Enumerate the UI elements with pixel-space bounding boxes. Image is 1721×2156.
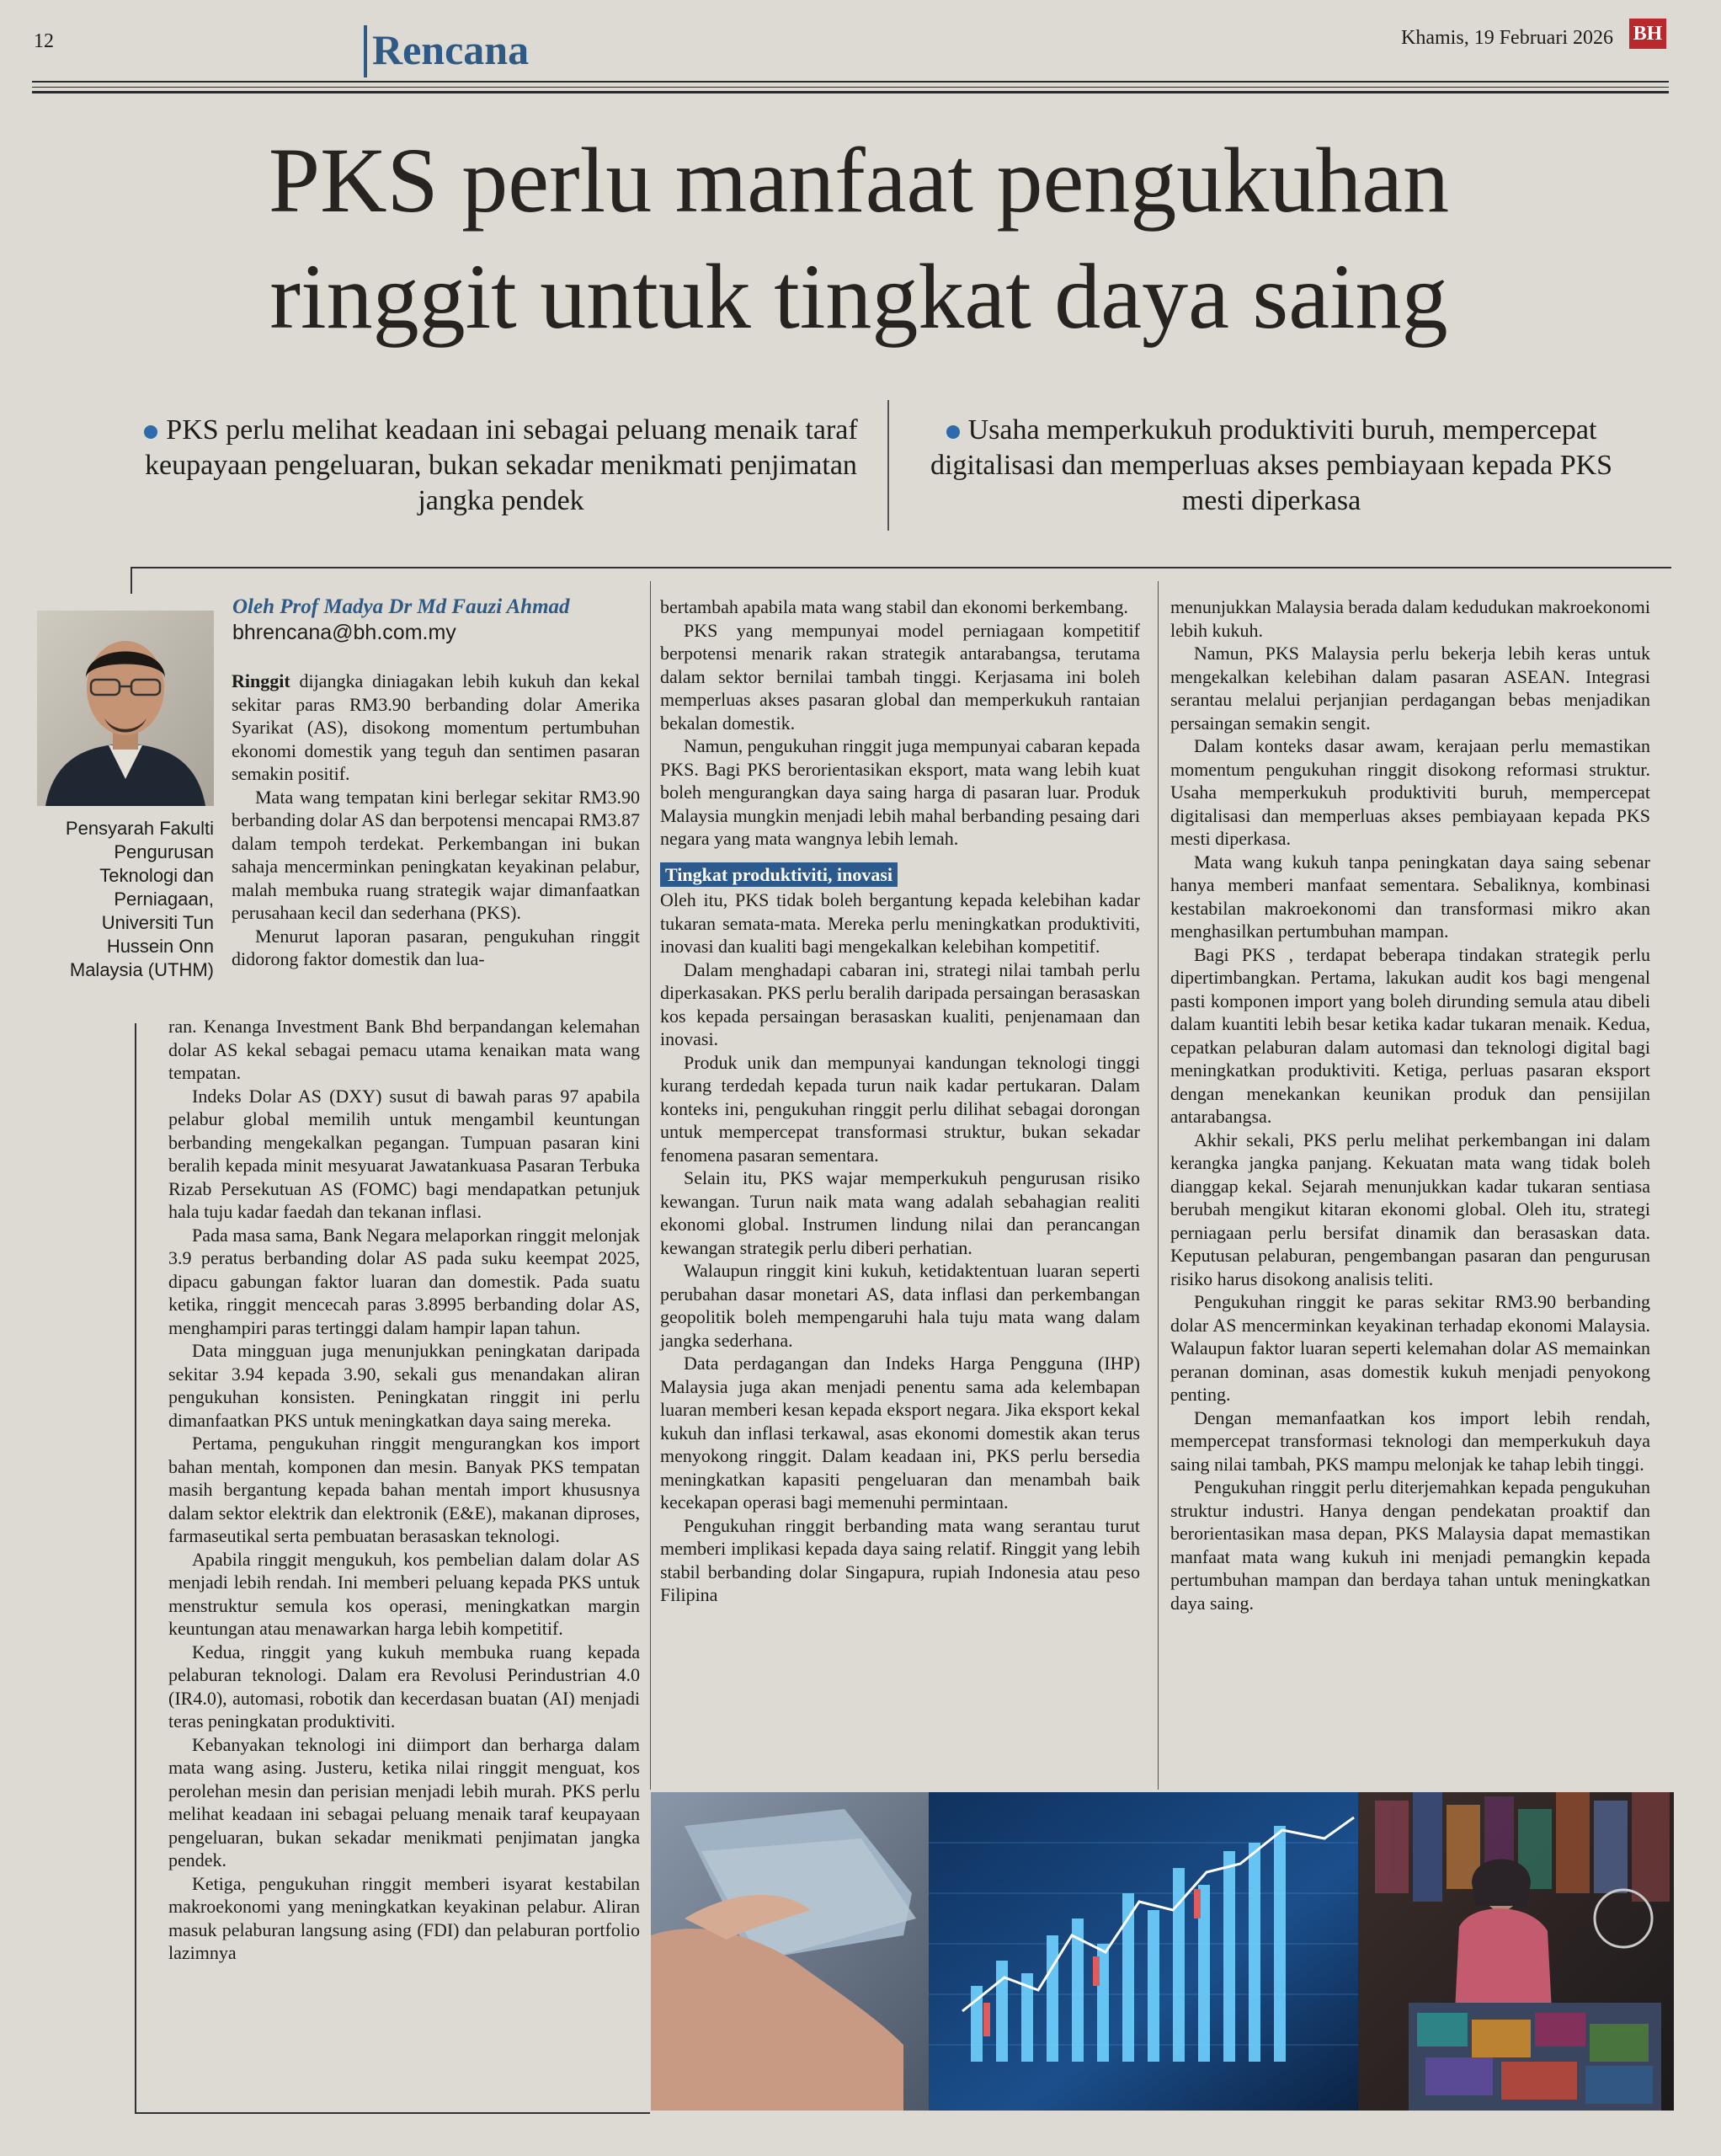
paragraph-fragment: Menurut laporan pasaran, pengukuhan ringgit didorong faktor domestik dan lua- bbox=[232, 925, 640, 969]
paragraph: Apabila ringgit mengukuh, kos pembelian dalam dolar AS menjadi lebih rendah. Ini memberi peluang kepada PKS untuk menstruktur semula kos operasi, meningkatkan margin keuntungan atau menawarkan harga lebih kompetitif. bbox=[168, 1548, 640, 1639]
headline-line: ringgit untuk tingkat daya saing bbox=[269, 245, 1448, 348]
paragraph: Mata wang kukuh tanpa peningkatan daya saing sebenar hanya memberi manfaat sementara. Sebaliknya, kombinasi kestabilan makroekonomi dan transformasi mikro akan menghasilkan pertumbuhan mampan. bbox=[1170, 851, 1650, 942]
dateline: Khamis, 19 Februari 2026 bbox=[1401, 27, 1613, 49]
paragraph: ran. Kenanga Investment Bank Bhd berpandangan kelemahan dolar AS kekal sebagai pemacu utama kenaikan mata wang tempatan. bbox=[168, 1016, 640, 1083]
paragraph: Namun, pengukuhan ringgit juga mempunyai cabaran kepada PKS. Bagi PKS berorientasikan eksport, mata wang lebih kuat boleh mengurangkan daya saing harga di pasaran luar. Produk Malaysia mungkin menjadi lebih mahal berbanding pesaing dari negara yang mata wangnya lebih lemah. bbox=[660, 735, 1140, 849]
lead-word: Ringgit bbox=[232, 670, 290, 691]
section-title: Rencana bbox=[372, 26, 530, 73]
byline: Oleh Prof Madya Dr Md Fauzi Ahmad bbox=[232, 595, 570, 618]
paragraph: Walaupun ringgit kini kukuh, ketidaktentuan luaran seperti perubahan dasar monetari AS, data inflasi dan perkembangan geopolitik boleh mempengaruhi hala tuju mata wang dalam jangka sederhana. bbox=[660, 1260, 1140, 1351]
article-frame bbox=[131, 567, 132, 594]
paragraph: Produk unik dan mempunyai kandungan teknologi tinggi kurang terdedah kepada turun naik kadar pertukaran. Dalam konteks ini, pengukuhan ringgit perlu dilihat sebagai dorongan untuk mempercepat transformasi struktur, bukan sekadar fenomena pasaran sementara. bbox=[660, 1051, 1140, 1166]
paragraph: Bagi PKS , terdapat beberapa tindakan strategik perlu dipertimbangkan. Pertama, lakukan audit kos bagi mengenal pasti komponen import yang boleh dirunding semula atau dibeli dalam kuantiti lebih besar ketika kadar tukaran menaik. Kedua, cepatkan pelaburan dalam automasi dan teknologi digital bagi meningkatkan produktiviti. Ketiga, perluas pasaran eksport dengan menekankan keunikan produk dan pensijilan antarabangsa. bbox=[1170, 943, 1650, 1127]
bh-logo: BH bbox=[1629, 19, 1666, 49]
article-column-1b bbox=[168, 1015, 640, 1965]
paragraph bbox=[232, 925, 640, 971]
header-rule bbox=[32, 87, 1669, 88]
section-rule bbox=[364, 25, 367, 77]
paragraph: Namun, PKS Malaysia perlu bekerja lebih keras untuk mengekalkan kelebihan dalam pasaran ASEAN. Integrasi serantau melalui perjanjian perdagangan bebas menjadikan persaingan semakin sengit. bbox=[1170, 643, 1650, 734]
paragraph: Dalam menghadapi cabaran ini, strategi nilai tambah perlu diperkasakan. PKS perlu beralih daripada persaingan berasaskan kos kepada persaingan berasaskan kualiti, penjenamaan dan inovasi. bbox=[660, 958, 1140, 1049]
paragraph: PKS yang mempunyai model perniagaan kompetitif berpotensi menarik rakan strategik antarabangsa, terutama dalam sektor bernilai tambah tinggi. Kerjasama ini boleh memperluas akses pasaran global dan memperkukuh rantaian bekalan domestik. bbox=[660, 619, 1140, 734]
paragraph: Kedua, ringgit yang kukuh membuka ruang kepada pelaburan teknologi. Dalam era Revolusi Perindustrian 4.0 (IR4.0), automasi, robotik dan kecerdasan buatan (AI) menjadi teras peningkatan produktiviti. bbox=[168, 1641, 640, 1732]
paragraph: Pertama, pengukuhan ringgit mengurangkan kos import bahan mentah, komponen dan mesin. Banyak PKS tempatan masih bergantung kepada bahan mentah import khususnya dalam sektor elektrik dan elektronik (E&E), makanan diproses, farmaseutikal serta pembuatan berasaskan teknologi. bbox=[168, 1433, 640, 1546]
paragraph: Akhir sekali, PKS perlu melihat perkembangan ini dalam kerangka jangka panjang. Kekuatan mata wang tidak boleh dianggap kekal. Sejarah menunjukkan kadar tukaran sentiasa berubah mengikut kitaran ekonomi global. Oleh itu, strategi perniagaan perlu bersifat dinamik dan berasaskan data. Keputusan pelaburan, pengembangan pasaran dan pengurusan risiko harus disokong analisis teliti. bbox=[1170, 1129, 1650, 1289]
paragraph: Dengan memanfaatkan kos import lebih rendah, mempercepat transformasi teknologi dan memperkukuh daya saing nilai tambah, PKS mampu melonjak ke tahap lebih tinggi. bbox=[1170, 1406, 1650, 1475]
paragraph: Kebanyakan teknologi ini diimport dan berharga dalam mata wang asing. Justeru, ketika nilai ringgit menguat, kos perolehan mesin dan perisian menjadi lebih murah. PKS perlu melihat keadaan ini sebagai peluang menaik taraf keupayaan pengeluaran, bukan sekadar menikmati penjimatan jangka pendek. bbox=[168, 1733, 640, 1870]
highlight-right bbox=[918, 413, 1625, 519]
column-divider bbox=[650, 581, 651, 1790]
author-email[interactable]: bhrencana@bh.com.my bbox=[232, 621, 456, 644]
bullet-icon bbox=[144, 425, 157, 439]
highlight-text: Usaha memperkukuh produktiviti buruh, mempercepat digitalisasi dan memperluas akses pembiayaan kepada PKS mesti diperkasa bbox=[930, 414, 1613, 516]
header-rule bbox=[32, 91, 1669, 93]
paragraph: bertambah apabila mata wang stabil dan ekonomi berkembang. bbox=[660, 596, 1128, 617]
paragraph: menunjukkan Malaysia berada dalam kedudukan makroekonomi lebih kukuh. bbox=[1170, 596, 1650, 641]
paragraph: Ketiga, pengukuhan ringgit memberi isyarat kestabilan makroekonomi yang meningkatkan keyakinan pelabur. Aliran masuk pelaburan langsung asing (FDI) dan pelaburan portfolio lazimnya bbox=[168, 1872, 640, 1963]
article-frame bbox=[131, 567, 1671, 568]
paragraph: Dalam konteks dasar awam, kerajaan perlu memastikan momentum pengukuhan ringgit disokong reformasi struktur. Usaha memperkukuh produktiviti buruh, mempercepat digitalisasi dan memperluas akses pembiayaan kepada PKS mesti diperkasa. bbox=[1170, 735, 1650, 849]
page-number: 12 bbox=[34, 30, 54, 52]
paragraph bbox=[232, 670, 640, 786]
paragraph: Pengukuhan ringgit ke paras sekitar RM3.90 berbanding dolar AS mencerminkan keyakinan terhadap ekonomi Malaysia. Walaupun faktor luaran seperti kelemahan dolar AS memainkan peranan dominan, asas domestik kukuh menjadi penyokong penting. bbox=[1170, 1291, 1650, 1405]
article-column-1a bbox=[232, 670, 640, 971]
highlight-divider bbox=[887, 400, 889, 531]
paragraph: Selain itu, PKS wajar memperkukuh pengurusan risiko kewangan. Turun naik mata wang adalah sebahagian realiti ekonomi global. Instrumen lindung nilai dan perancangan kewangan strategik perlu diberi perhatian. bbox=[660, 1167, 1140, 1258]
article-illustration bbox=[651, 1792, 1674, 2111]
lead-text: dijangka diniagakan lebih kukuh dan kekal sekitar paras RM3.90 berbanding dolar Amerika Syarikat (AS), disokong momentum pertumbuhan ekonomi domestik yang teguh dan sentimen pasaran semakin positif. bbox=[232, 670, 640, 784]
paragraph: Mata wang tempatan kini berlegar sekitar RM3.90 berbanding dolar AS dan berpotensi mencapai RM3.87 dalam tempoh terdekat. Perkembangan ini bukan sahaja mencerminkan peningkatan keyakinan pelabur, malah membuka ruang strategik wajar dimanfaatkan perusahaan kecil dan sederhana (PKS). bbox=[232, 786, 640, 923]
column-divider bbox=[1158, 581, 1159, 1790]
article-column-2 bbox=[660, 595, 1140, 1607]
headline bbox=[34, 122, 1684, 355]
paragraph: Data perdagangan dan Indeks Harga Pengguna (IHP) Malaysia juga akan menjadi penentu sama ada kelembapan luaran memberi kesan kepada eksport negara. Jika eksport kekal kukuh dan inflasi terkawal, asas ekonomi domestik akan terus menyokong ringgit. Dalam keadaan ini, PKS perlu bersedia meningkatkan kapasiti pengeluaran dan menambah baik kecekapan operasi bagi memenuhi permintaan. bbox=[660, 1353, 1140, 1513]
paragraph: Data mingguan juga menunjukkan peningkatan daripada sekitar 3.94 kepada 3.90, sekali gus menandakan aliran pengukuhan konsisten. Peningkatan ringgit ini perlu dimanfaatkan PKS untuk meningkatkan daya saing mereka. bbox=[168, 1340, 640, 1431]
paragraph: Pengukuhan ringgit perlu diterjemahkan kepada pengukuhan struktur industri. Hanya dengan pendekatan proaktif dan berorientasikan masa depan, PKS Malaysia dapat memastikan manfaat mata wang kukuh ini menjadi pemangkin kepada pertumbuhan mampan dan berdaya tahan untuk meningkatkan daya saing. bbox=[1170, 1476, 1650, 1614]
article-frame bbox=[135, 1023, 136, 2114]
article-frame bbox=[135, 2112, 650, 2114]
highlight-left bbox=[143, 413, 859, 519]
header-rule bbox=[32, 81, 1669, 83]
bullet-icon bbox=[946, 425, 960, 439]
headline-line: PKS perlu manfaat pengukuhan bbox=[268, 129, 1450, 232]
subheading: Tingkat produktiviti, inovasi bbox=[660, 862, 898, 888]
author-caption: Pensyarah Fakulti Pengurusan Teknologi dan Perniagaan, Universiti Tun Hussein Onn Malaysia (UTHM) bbox=[65, 818, 214, 980]
paragraph: Oleh itu, PKS tidak boleh bergantung kepada kelebihan kadar tukaran semata-mata. Mereka perlu meningkatkan produktiviti, inovasi dan kualiti bagi mengekalkan kelebihan kompetitif. bbox=[660, 889, 1140, 957]
article-column-3 bbox=[1170, 595, 1650, 1614]
paragraph: Pengukuhan ringgit berbanding mata wang serantau turut memberi implikasi kepada daya saing relatif. Ringgit yang lebih stabil berbanding dolar Singapura, rupiah Indonesia atau peso Filipina bbox=[660, 1514, 1140, 1605]
author-photo bbox=[37, 611, 214, 806]
highlight-text: PKS perlu melihat keadaan ini sebagai peluang menaik taraf keupayaan pengeluaran, bukan sekadar menikmati penjimatan jangka pendek bbox=[145, 414, 858, 516]
paragraph: Indeks Dolar AS (DXY) susut di bawah paras 97 apabila pelabur global memilih untuk mengambil keuntungan berbanding mengekalkan pegangan. Tumpuan pasaran kini beralih kepada minit mesyuarat Jawatankuasa Pasaran Terbuka Rizab Persekutuan AS (FOMC) bagi mendapatkan petunjuk hala tuju kadar faedah dan tekanan inflasi. bbox=[168, 1085, 640, 1222]
paragraph: Pada masa sama, Bank Negara melaporkan ringgit melonjak 3.9 peratus berbanding dolar AS pada suku keempat 2025, dipacu gabungan faktor luaran dan domestik. Pada suatu ketika, ringgit mencecah paras 3.8995 berbanding dolar AS, menghampiri paras tertinggi dalam hampir lapan tahun. bbox=[168, 1224, 640, 1338]
